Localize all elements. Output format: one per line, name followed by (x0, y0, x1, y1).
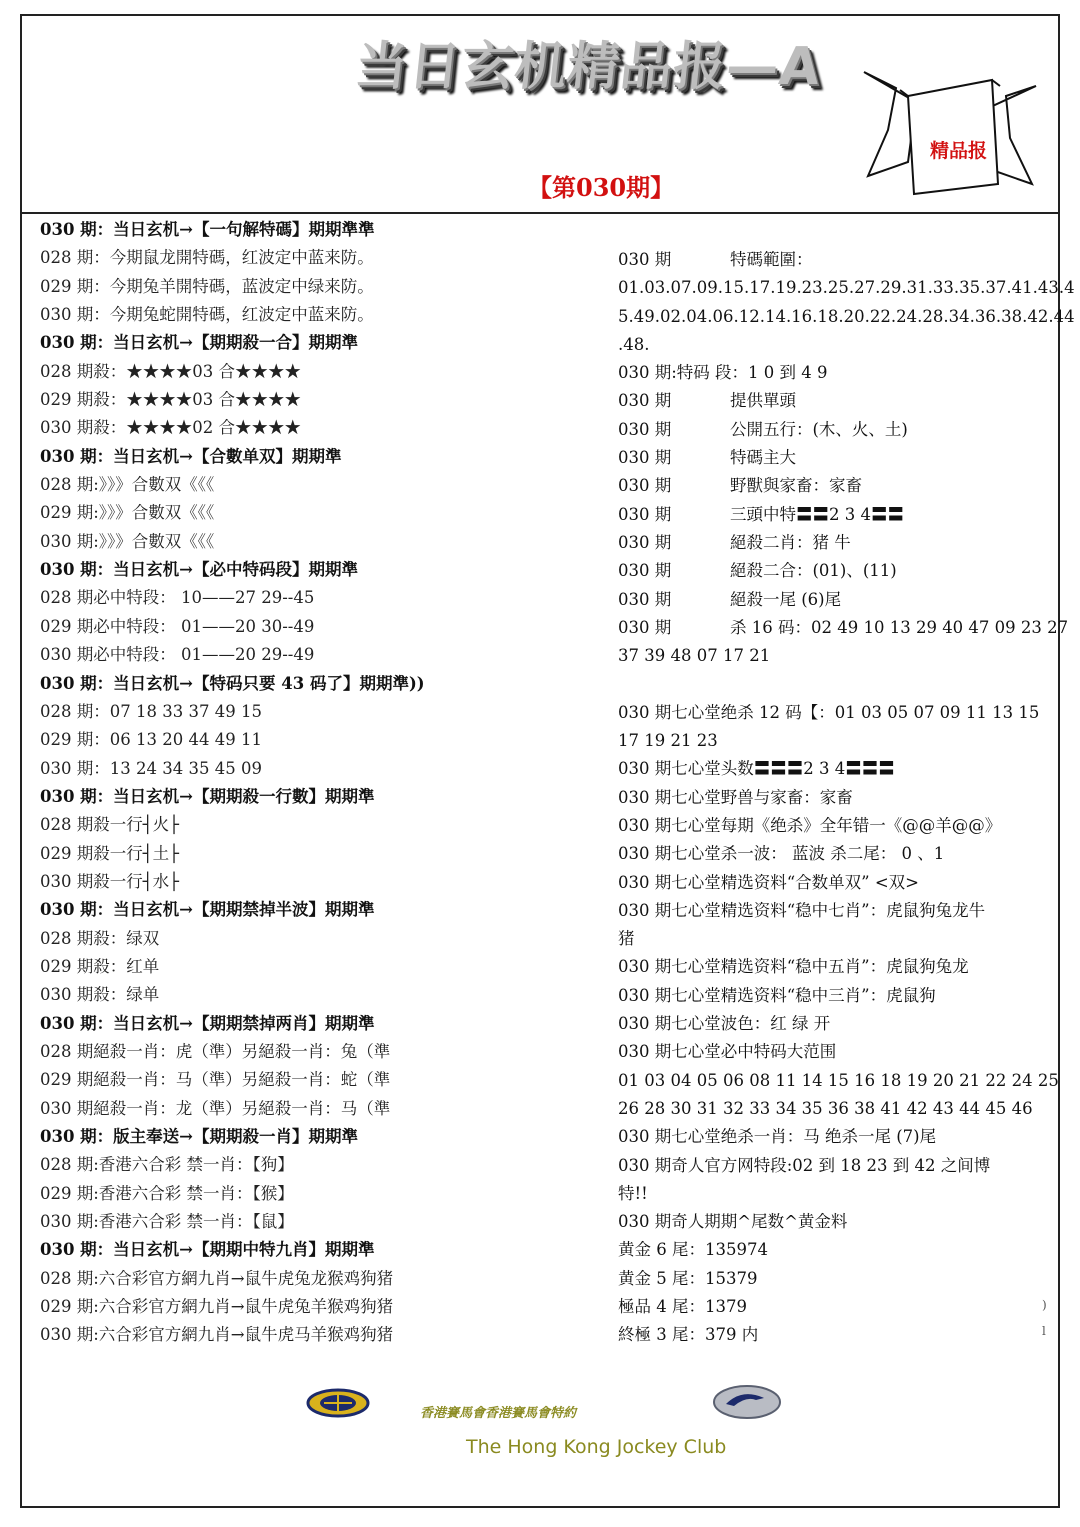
info-line (618, 755, 1043, 783)
record-line: 028 期：07 18 33 37 49 15 (40, 701, 262, 721)
horse-logo-icon (712, 1384, 782, 1420)
info-line (618, 416, 1043, 444)
info-line (618, 1208, 1043, 1236)
info-line (618, 1095, 1043, 1123)
info-text: 5.49.02.04.06.12.14.16.18.20.22.24.28.34.36.38.42.44 (618, 306, 1075, 326)
info-text: 絕殺一尾 (6)尾 (730, 589, 842, 609)
info-text: 030 期七心堂精选资料“合数单双” <双> (618, 872, 920, 892)
info-line (618, 1038, 1043, 1066)
record-line: 028 期：今期鼠龙開特碼，红波定中蓝来防。 (40, 248, 374, 268)
info-text: 030 期七心堂绝杀 12 码【：01 03 05 07 09 11 13 15 (618, 702, 1040, 722)
record-line: 028 期:香港六合彩 禁一肖：【狗】 (40, 1155, 294, 1175)
section-heading: 030 期：当日玄机→【期期中特九肖】期期準 (40, 1240, 375, 1260)
section-heading: 030 期：当日玄机→【合數单双】期期準 (40, 446, 342, 466)
period-label: 030 期 (618, 561, 672, 581)
info-line (618, 1321, 1043, 1349)
info-line (618, 1067, 1059, 1095)
record-line: 030 期殺：绿单 (40, 985, 160, 1005)
record-line: 030 期必中特段： 01——20 29--49 (40, 645, 315, 665)
record-line: 030 期殺一行┤水├ (40, 871, 180, 891)
section-heading: 030 期：当日玄机→【特码只要 43 码了】期期準)) (40, 673, 425, 693)
info-text: 01 03 04 05 06 08 11 14 15 16 18 19 20 21 22 24 25 (618, 1070, 1059, 1090)
record-line: 029 期必中特段： 01——20 30--49 (40, 616, 315, 636)
info-text: 030 期奇人官方网特段:02 到 18 23 到 42 之间博 (618, 1155, 991, 1175)
record-line: 030 期：今期兔蛇開特碼，红波定中蓝来防。 (40, 305, 374, 325)
info-text: 終極 3 尾：379 内 (618, 1325, 759, 1345)
info-text: 猪 (618, 929, 635, 949)
info-line (618, 614, 1069, 642)
record-line: 029 期:香港六合彩 禁一肖：【猴】 (40, 1183, 294, 1203)
info-line (618, 501, 1043, 529)
info-text: 030 期:特码 段：1 0 到 4 9 (618, 363, 828, 383)
info-line (618, 784, 1043, 812)
info-text: 030 期七心堂精选资料“稳中三肖”：虎鼠狗 (618, 985, 936, 1005)
info-text: .48. (618, 334, 650, 354)
info-line (618, 642, 1043, 670)
info-text: 絕殺二肖：猪 牛 (730, 532, 851, 552)
info-text: 黄金 5 尾：15379 (618, 1268, 758, 1288)
period-label: 030 期 (618, 504, 672, 524)
margin-mark: ) (1042, 1298, 1047, 1312)
info-text: 杀 16 码：02 49 10 13 29 40 47 09 23 27 (730, 617, 1069, 637)
record-line: 028 期殺一行┤火├ (40, 815, 180, 835)
record-line: 029 期殺：红单 (40, 956, 160, 976)
info-line (618, 812, 1043, 840)
section-heading: 030 期：当日玄机→【期期殺一合】期期準 (40, 333, 359, 353)
period-label: 030 期 (618, 617, 672, 637)
info-line (618, 359, 1043, 387)
footer-chinese-text: 香港賽馬會香港賽馬會特約 (420, 1406, 577, 1421)
badge-label: 精品报 (930, 140, 988, 162)
period-label: 030 期 (618, 476, 672, 496)
info-text: 030 期七心堂绝杀一肖：马 绝杀一尾 (7)尾 (618, 1127, 937, 1147)
record-line: 030 期絕殺一肖：龙（準）另絕殺一肖：马（準 (40, 1098, 391, 1118)
record-line: 028 期必中特段： 10——27 29--45 (40, 588, 315, 608)
record-line: 028 期殺：绿双 (40, 928, 160, 948)
section-heading: 030 期：版主奉送→【期期殺一肖】期期準 (40, 1127, 359, 1146)
record-line: 029 期:》》》合數双《《《 (40, 503, 215, 523)
info-text: 黄金 6 尾：135974 (618, 1240, 768, 1260)
info-line (618, 1123, 1043, 1151)
info-line (618, 529, 1043, 557)
info-line (618, 586, 1043, 614)
info-line (618, 274, 1075, 302)
issue-label: 【第030期】 (528, 173, 675, 202)
info-line (618, 303, 1075, 331)
info-text: 030 期七心堂精选资料“稳中五肖”：虎鼠狗兔龙 (618, 957, 969, 977)
info-text: 37 39 48 07 17 21 (618, 646, 771, 666)
page-title: 当日玄机精品报—A (352, 37, 824, 97)
info-text: 030 期七心堂必中特码大范围 (618, 1042, 837, 1062)
info-text: 26 28 30 31 32 33 34 35 36 38 41 42 43 44 45 46 (618, 1098, 1033, 1118)
record-line: 028 期:》》》合數双《《《 (40, 475, 215, 495)
info-text: 17 19 21 23 (618, 731, 718, 751)
info-text: 野獸與家畜：家畜 (730, 476, 862, 496)
info-text: 030 期七心堂野兽与家畜：家畜 (618, 787, 853, 807)
info-text: 絕殺二合：(01)、(11) (730, 561, 897, 581)
info-line (618, 869, 1043, 897)
period-label: 030 期 (618, 448, 672, 468)
info-text: 030 期七心堂头数〓〓〓2 3 4〓〓〓 (618, 759, 895, 779)
info-text: 極品 4 尾：1379 (618, 1296, 747, 1316)
info-text: 030 期七心堂每期《绝杀》全年错一《@@羊@@》 (618, 815, 1002, 835)
info-text: 三頭中特〓〓2 3 4〓〓 (730, 504, 904, 524)
info-line (618, 953, 1043, 981)
info-line (618, 727, 1043, 755)
info-line (618, 1180, 1043, 1208)
record-line: 030 期:香港六合彩 禁一肖：【鼠】 (40, 1212, 294, 1232)
info-text: 特碼範圍： (730, 250, 813, 269)
info-line (618, 982, 1043, 1010)
ribbon-badge-icon (860, 66, 1040, 196)
info-line (618, 246, 1043, 274)
info-line (618, 840, 1043, 868)
info-line (618, 897, 1043, 925)
section-heading: 030 期：当日玄机→【一句解特碼】期期準準 (40, 220, 375, 239)
section-heading: 030 期：当日玄机→【期期禁掉半波】期期準 (40, 900, 375, 920)
record-line: 030 期：13 24 34 35 45 09 (40, 758, 262, 778)
info-line (618, 444, 1043, 472)
info-text: 030 期七心堂杀一波： 蓝波 杀二尾： 0 、1 (618, 844, 945, 864)
record-line: 028 期絕殺一肖：虎（準）另絕殺一肖：兔（準 (40, 1041, 391, 1061)
info-text: 030 期奇人期期^尾数^黄金料 (618, 1212, 848, 1232)
margin-mark: l (1042, 1324, 1046, 1338)
info-line (618, 331, 1043, 359)
info-text: 01.03.07.09.15.17.19.23.25.27.29.31.33.35.37.41.43.4 (618, 278, 1075, 298)
info-text: 特!! (618, 1183, 648, 1203)
jockey-club-emblem-icon (306, 1388, 370, 1418)
record-line: 028 期:六合彩官方網九肖→鼠牛虎兔龙猴鸡狗猪 (40, 1268, 394, 1288)
period-label: 030 期 (618, 532, 672, 552)
info-line (618, 1010, 1043, 1038)
period-label: 030 期 (618, 391, 672, 411)
record-line: 029 期：06 13 20 44 49 11 (40, 730, 262, 750)
record-line: 029 期:六合彩官方網九肖→鼠牛虎兔羊猴鸡狗猪 (40, 1297, 394, 1317)
section-heading: 030 期：当日玄机→【必中特码段】期期準 (40, 560, 359, 580)
info-line (618, 925, 1043, 953)
info-line (618, 670, 1043, 698)
record-line: 029 期：今期兔羊開特碼，蓝波定中绿来防。 (40, 276, 374, 296)
right-column (618, 246, 1075, 1350)
info-line (618, 557, 1043, 585)
info-text: 特碼主大 (730, 448, 796, 468)
period-label: 030 期 (618, 589, 672, 609)
info-line (618, 1152, 1043, 1180)
info-line (618, 1265, 1043, 1293)
info-text: 提供單頭 (730, 391, 796, 411)
record-line: 028 期殺：★★★★03 合★★★★ (40, 361, 301, 381)
record-line: 030 期殺：★★★★02 合★★★★ (40, 418, 301, 438)
section-heading: 030 期：当日玄机→【期期殺一行數】期期準 (40, 786, 375, 806)
record-line: 029 期殺：★★★★03 合★★★★ (40, 390, 301, 410)
info-text: 030 期七心堂精选资料“稳中七肖”：虎鼠狗兔龙牛 (618, 900, 986, 920)
info-line (618, 387, 1043, 415)
record-line: 029 期絕殺一肖：马（準）另絕殺一肖：蛇（準 (40, 1070, 391, 1090)
footer-english-text: The Hong Kong Jockey Club (466, 1436, 727, 1458)
info-text: 030 期七心堂波色：红 绿 开 (618, 1014, 831, 1034)
section-heading: 030 期：当日玄机→【期期禁掉两肖】期期準 (40, 1013, 375, 1033)
info-line (618, 699, 1043, 727)
record-line: 030 期:》》》合數双《《《 (40, 531, 215, 551)
period-label: 030 期 (618, 419, 672, 439)
record-line: 030 期:六合彩官方網九肖→鼠牛虎马羊猴鸡狗猪 (40, 1325, 394, 1345)
info-line (618, 472, 1043, 500)
info-text: 公開五行：(木、火、土) (730, 419, 908, 439)
left-column (40, 216, 600, 1350)
info-line (618, 1236, 1043, 1264)
info-line (618, 1293, 1043, 1321)
record-line: 029 期殺一行┤土├ (40, 843, 180, 863)
period-label: 030 期 (618, 250, 672, 269)
